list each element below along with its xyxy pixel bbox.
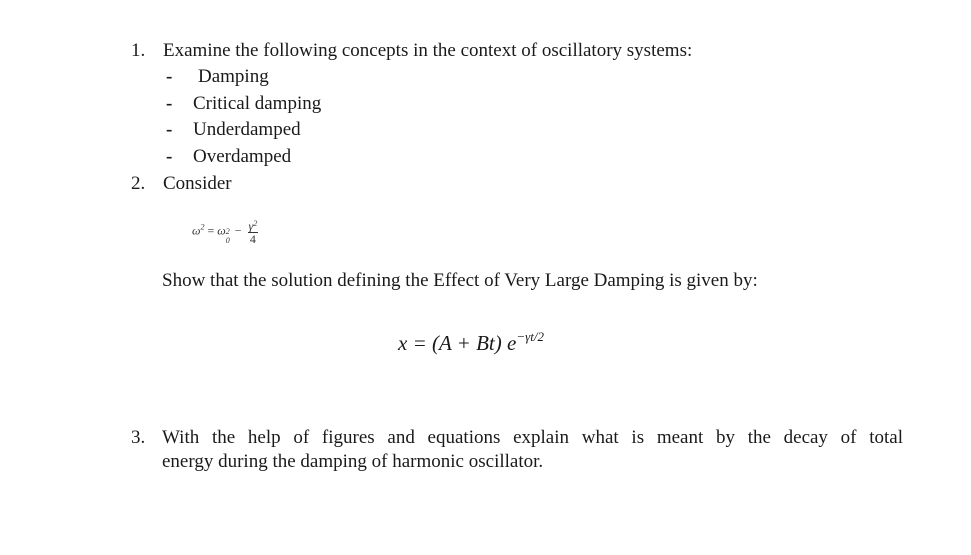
question-3-line-1: With the help of figures and equations explain what is meant by the decay of total <box>162 427 903 448</box>
bullet-label: Underdamped <box>193 119 301 140</box>
equation-large-damping: x = (A + Bt) $e^{-\gamma t/2}$ <box>398 329 544 355</box>
equation-fraction: $\frac{\gamma^2}{4}$ <box>248 219 258 246</box>
bullet-label: Overdamped <box>193 146 292 167</box>
bullet-marker: - <box>166 146 173 167</box>
bullet-marker: - <box>166 93 173 114</box>
bullet-label: Damping <box>198 66 269 87</box>
bullet-label: Critical damping <box>193 93 322 114</box>
question-3-line-2: energy during the damping of harmonic oscillator. <box>162 451 544 472</box>
question-1-number: 1. <box>131 40 146 61</box>
question-3-number: 3. <box>131 427 146 448</box>
question-2-show-text: Show that the solution defining the Effect of Very Large Damping is given by: <box>162 270 758 291</box>
question-2-number: 2. <box>131 173 146 194</box>
question-1-text: Examine the following concepts in the context of oscillatory systems: <box>163 40 693 61</box>
equation-omega-squared: $\omega^2 = \omega$ 2 0 − $\frac{\gamma^2}{4}$ <box>192 219 258 246</box>
bullet-marker: - <box>166 119 173 140</box>
bullet-marker: - <box>166 66 173 87</box>
question-2-text: Consider <box>163 173 232 194</box>
question-3-text <box>162 426 903 474</box>
